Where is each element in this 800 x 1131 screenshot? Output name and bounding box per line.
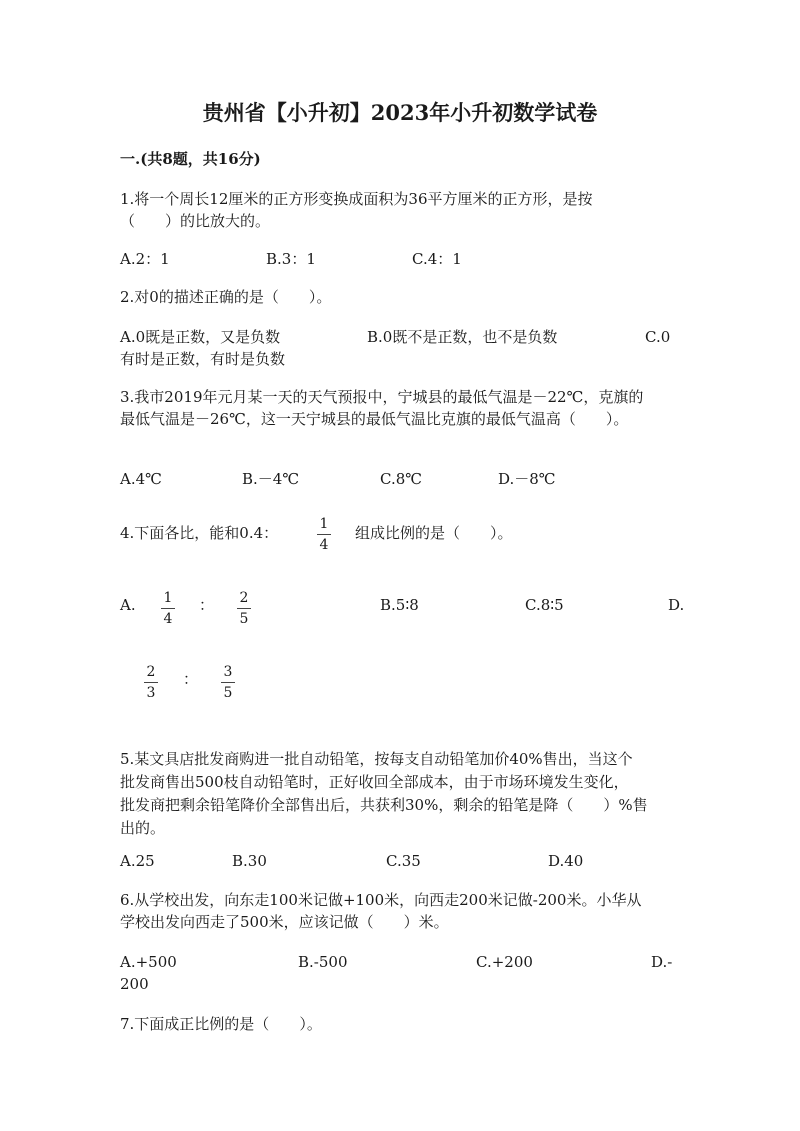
question-1-option-c: C.4：1 (412, 250, 462, 268)
question-6-line-2: 学校出发向西走了500米，应该记做（ ）米。 (120, 913, 449, 931)
question-4-option-c: C.8∶5 (525, 596, 564, 614)
page-title: 贵州省【小升初】2023年小升初数学试卷 (202, 100, 598, 125)
fraction-numerator: 1 (319, 516, 329, 532)
question-5-line-1: 5.某文具店批发商购进一批自动铅笔，按每支自动铅笔加价40%售出，当这个 (120, 750, 633, 768)
question-2-line-1: 2.对0的描述正确的是（ ）。 (120, 288, 332, 306)
question-4-option-a-label: A. (120, 596, 136, 614)
question-4-option-d-label: D. (668, 596, 685, 614)
question-4-option-a-fraction-2 (235, 589, 253, 628)
question-1-option-a: A.2：1 (120, 250, 170, 268)
question-4-option-a-fraction-1 (159, 589, 177, 628)
fraction-bar (237, 608, 251, 609)
question-4-option-b: B.5∶8 (380, 596, 419, 614)
fraction-denominator: 4 (319, 537, 329, 553)
question-5-option-a: A.25 (120, 852, 155, 870)
question-5-line-3: 批发商把剩余铅笔降价全部售出后，共获利30%，剩余的铅笔是降（ ）%售 (120, 796, 648, 814)
question-2-option-c-wrap: 有时是正数，有时是负数 (120, 350, 286, 368)
fraction-bar (144, 682, 158, 683)
question-2-option-b: B.0既不是正数，也不是负数 (367, 328, 558, 346)
question-2-option-c: C.0 (645, 328, 671, 346)
question-6-line-1: 6.从学校出发，向东走100米记做+100米，向西走200米记做-200米。小华从 (120, 891, 642, 909)
fraction-numerator: 1 (163, 590, 173, 606)
fraction-bar (317, 534, 331, 535)
fraction-bar (221, 682, 235, 683)
fraction-numerator: 3 (223, 664, 233, 680)
question-4-option-d-colon: ： (183, 670, 199, 688)
question-1-option-b: B.3：1 (266, 250, 316, 268)
question-6-option-d: D.- (651, 953, 673, 971)
question-4-fraction (315, 515, 333, 554)
question-5-line-2: 批发商售出500枝自动铅笔时，正好收回全部成本，由于市场环境发生变化， (120, 773, 629, 791)
question-5-line-4: 出的。 (120, 819, 166, 837)
question-3-option-a: A.4℃ (120, 470, 162, 488)
fraction-numerator: 2 (146, 664, 156, 680)
question-4-suffix: 组成比例的是（ ）。 (355, 524, 513, 542)
question-4-option-d-fraction-1 (142, 663, 160, 702)
section-heading: 一.(共8题，共16分) (120, 150, 261, 168)
question-4-option-d-fraction-2 (219, 663, 237, 702)
fraction-denominator: 3 (146, 685, 156, 701)
question-3-line-1: 3.我市2019年元月某一天的天气预报中，宁城县的最低气温是－22℃，克旗的 (120, 388, 644, 406)
question-6-option-c: C.+200 (476, 953, 533, 971)
question-1-line-2: （ ）的比放大的。 (120, 212, 271, 230)
question-6-option-b: B.-500 (298, 953, 348, 971)
question-1-line-1: 1.将一个周长12厘米的正方形变换成面积为36平方厘米的正方形，是按 (120, 190, 593, 208)
question-2-option-a: A.0既是正数，又是负数 (120, 328, 281, 346)
question-3-option-c: C.8℃ (380, 470, 423, 488)
question-5-option-b: B.30 (232, 852, 267, 870)
question-4-prefix: 4.下面各比，能和0.4： (120, 524, 279, 542)
question-3-option-b: B.－4℃ (242, 470, 300, 488)
fraction-numerator: 2 (239, 590, 249, 606)
fraction-bar (161, 608, 175, 609)
question-3-line-2: 最低气温是－26℃，这一天宁城县的最低气温比克旗的最低气温高（ ）。 (120, 410, 629, 428)
fraction-denominator: 5 (239, 611, 249, 627)
fraction-denominator: 5 (223, 685, 233, 701)
question-5-option-d: D.40 (548, 852, 584, 870)
question-3-option-d: D.－8℃ (498, 470, 556, 488)
fraction-denominator: 4 (163, 611, 173, 627)
question-6-option-d-wrap: 200 (120, 975, 149, 993)
question-4-option-a-colon: ： (199, 596, 215, 614)
question-6-option-a: A.+500 (120, 953, 177, 971)
question-5-option-c: C.35 (386, 852, 421, 870)
question-7-line-1: 7.下面成正比例的是（ ）。 (120, 1015, 322, 1033)
